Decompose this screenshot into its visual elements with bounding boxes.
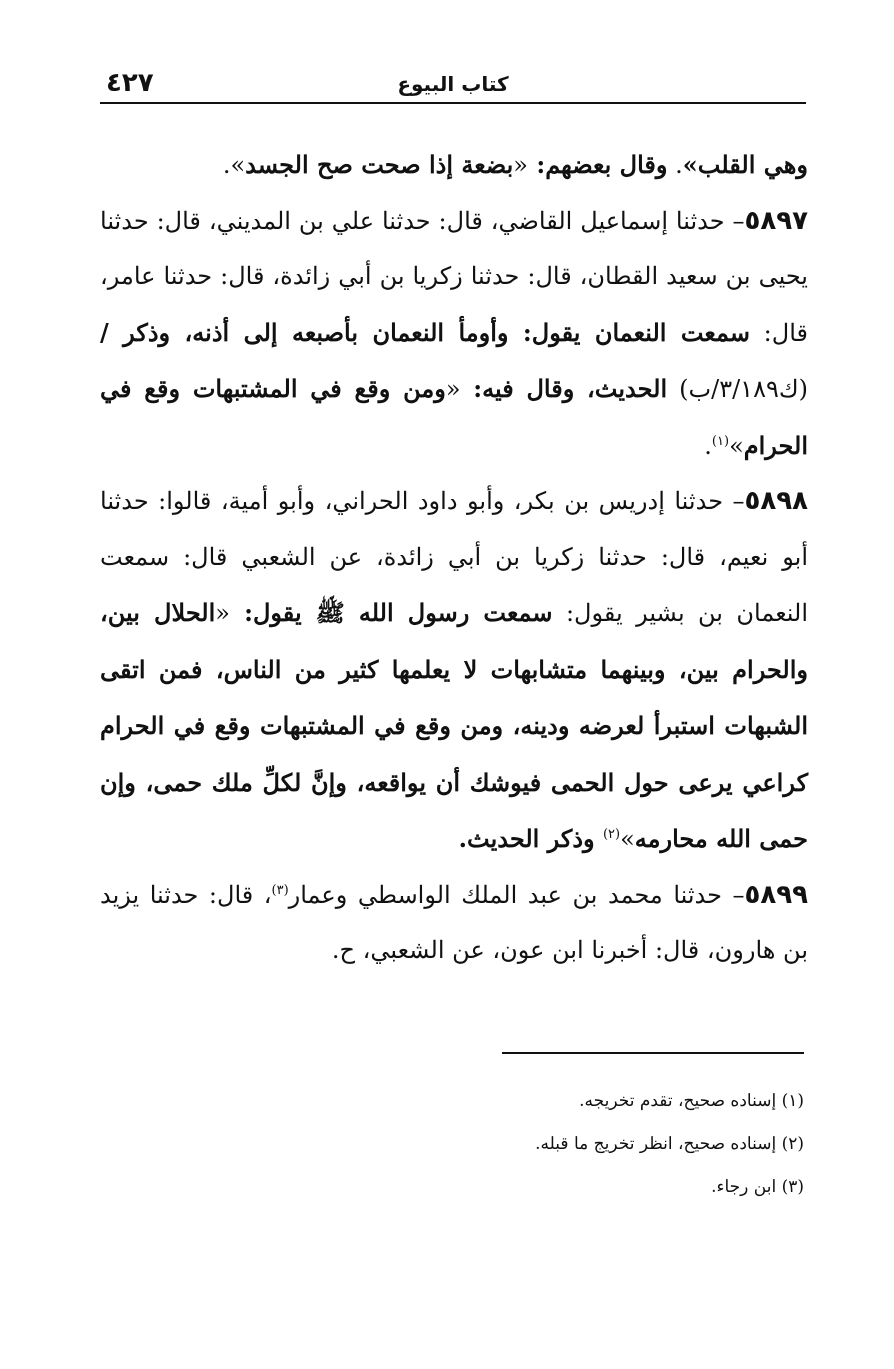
header-rule	[100, 102, 806, 104]
footnote-ref[interactable]: (٣)	[271, 882, 289, 898]
paragraph-continuation	[100, 137, 808, 194]
matn-text: سمعت النعمان يقول: وأومأ النعمان بأصبعه إلى أذنه، وذكر /	[100, 317, 750, 347]
quote-end: وهي القلب»	[682, 150, 808, 179]
text-run-bold: وقال بعضهم:	[527, 150, 668, 179]
manuscript-ref: (ك٣/١٨٩/ب)	[667, 375, 809, 403]
body-text	[100, 137, 808, 979]
text-run: .	[667, 151, 683, 179]
matn-text: الحديث، وقال فيه:	[460, 374, 668, 403]
hadith-number: ٥٨٩٩	[744, 879, 809, 910]
footnote-ref[interactable]: (١)	[711, 433, 730, 449]
hadith-5898	[100, 474, 808, 868]
hadith-5897	[100, 194, 808, 475]
text-run: «	[215, 599, 230, 627]
hadith-number: ٥٨٩٨	[744, 486, 808, 516]
text-run: .	[704, 431, 712, 460]
footnote-3: (٣) ابن رجاء.	[711, 1177, 804, 1197]
page-number: ٤٢٧	[106, 68, 154, 98]
isnad-text: – حدثنا إدريس بن بكر، وأبو داود الحراني، وأبو أمية، قالوا: حدثنا أبو نعيم، قال: حدثنا زكريا بن أبي زائدة، عن الشعبي قال: سمعت النعمان بن بشير يقول:	[100, 487, 808, 627]
header-title: كتاب البيوع	[397, 72, 509, 96]
footnote-ref[interactable]: (٢)	[602, 827, 621, 842]
quote-text: بضعة إذا صحت صح الجسد	[245, 150, 514, 179]
text-run-bold: وذكر الحديث.	[458, 824, 603, 853]
quote-text: الحلال بين، والحرام بين، وبينهما متشابهات لا يعلمها كثير من الناس، فمن اتقى الشبهات استبرأ لعرضه ودينه، ومن وقع في المشتبهات وقع في الحرام كراعي يرعى حول الحمى فيوشك أن يواقعه، وإنَّ لكلِّ ملك حمى، وإن حمى الله محارمه	[100, 598, 808, 853]
isnad-text: ، قال: حدثنا يزيد بن هارون، قال: أخبرنا ابن عون، عن الشعبي، ح.	[100, 880, 808, 964]
hadith-number: ٥٨٩٧	[744, 205, 808, 236]
footnote-2: (٢) إسناده صحيح، انظر تخريج ما قبله.	[535, 1134, 804, 1154]
isnad-text: – حدثنا محمد بن عبد الملك الواسطي وعمار	[288, 880, 745, 909]
isnad-text: – حدثنا إسماعيل القاضي، قال: حدثنا علي بن المديني، قال: حدثنا يحيى بن سعيد القطان، قال: حدثنا زكريا بن أبي زائدة، قال: حدثنا عامر، قال:	[100, 206, 808, 347]
hadith-5899	[100, 868, 808, 979]
text-run: ».	[222, 151, 246, 179]
footnote-rule	[502, 1052, 804, 1054]
matn-text: سمعت رسول الله ﷺ يقول:	[229, 598, 553, 627]
footnotes	[400, 1080, 804, 1209]
text-run: »	[620, 825, 635, 853]
footnote-1: (١) إسناده صحيح، تقدم تخريجه.	[579, 1091, 804, 1111]
text-run: »	[729, 431, 744, 460]
text-run: «	[513, 151, 528, 179]
running-header	[100, 68, 806, 104]
text-run: «	[445, 375, 461, 403]
quote-text: ومن وقع في المشتبهات وقع في الحرام	[100, 374, 808, 460]
